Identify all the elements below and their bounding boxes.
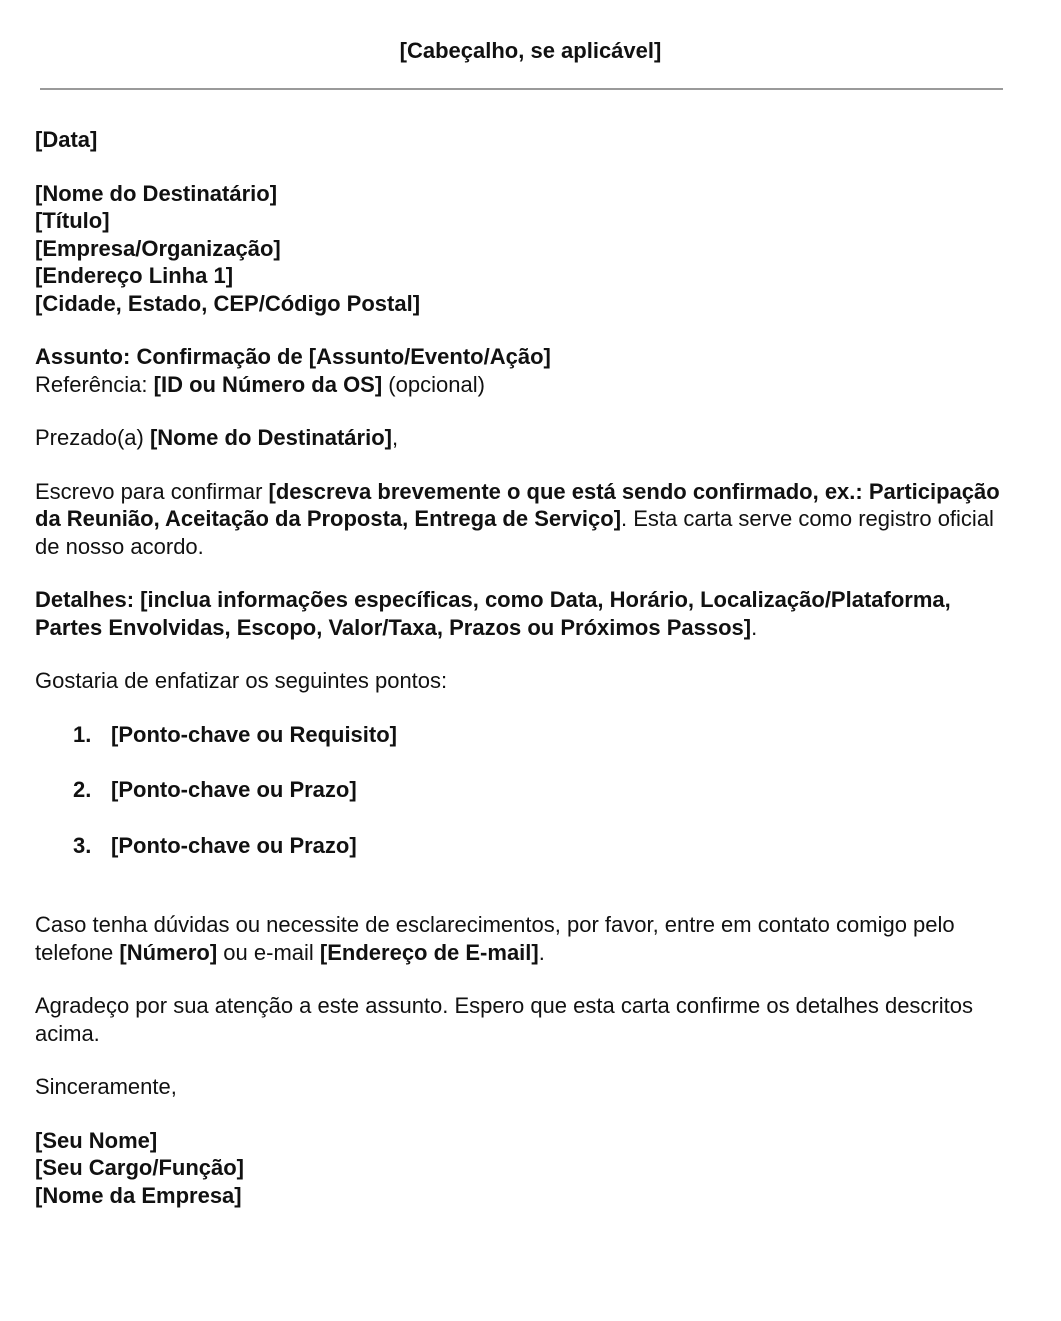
details-suffix: . (751, 614, 758, 640)
contact-phone: [Número] (119, 939, 218, 965)
recipient-city-line: [Cidade, Estado, CEP/Código Postal] (35, 290, 421, 316)
signature-block (35, 1127, 1010, 1210)
signature-role: [Seu Cargo/Função] (35, 1155, 245, 1180)
date-block (35, 126, 1010, 154)
details-paragraph (35, 586, 1010, 641)
confirmation-suffix: . Esta carta serve como registro oficial de nosso acordo. (35, 506, 994, 559)
salutation-suffix: , (391, 425, 399, 450)
reference-line (35, 371, 1010, 399)
signature-name: [Seu Nome] (35, 1127, 158, 1153)
list-item (35, 832, 1010, 860)
details-placeholder: Detalhes: [inclua informações específicas, como Data, Horário, Localização/Plataforma, Partes Envolvidas, Escopo, Valor/Taxa, Prazos ou Próximos Passos] (35, 587, 951, 640)
list-item-number: 1. (73, 721, 92, 747)
reference-suffix: (opcional) (382, 371, 485, 397)
header-divider (40, 88, 1003, 90)
salutation-name: [Nome do Destinatário] (149, 425, 392, 450)
confirmation-placeholder: [descreva brevemente o que está sendo confirmado, ex.: Participação da Reunião, Aceitação da Proposta, Entrega de Serviço] (35, 478, 1000, 531)
recipient-name: [Nome do Destinatário] (35, 180, 278, 206)
subject-line: Assunto: Confirmação de [Assunto/Evento/Ação] (35, 344, 551, 369)
recipient-title: [Título] (35, 208, 110, 233)
contact-middle: ou e-mail (217, 939, 320, 965)
contact-email: [Endereço de E-mail] (319, 939, 539, 965)
list-item-text: [Ponto-chave ou Prazo] (111, 832, 357, 858)
signature-company: [Nome da Empresa] (35, 1182, 242, 1208)
letter-body (35, 126, 1010, 1235)
list-item (35, 721, 1010, 749)
subject-block (35, 343, 1010, 398)
reference-label: Referência: (35, 371, 154, 397)
recipient-company: [Empresa/Organização] (35, 235, 281, 261)
salutation-prefix: Prezado(a) (35, 425, 150, 450)
confirmation-prefix: Escrevo para confirmar (35, 478, 269, 504)
key-points-list (35, 721, 1010, 860)
list-item-number: 3. (73, 832, 92, 858)
thanks-paragraph: Agradeço por sua atenção a este assunto. Espero que esta carta confirme os detalhes descritos acima. (35, 993, 973, 1046)
contact-paragraph (35, 911, 1010, 966)
confirmation-paragraph (35, 478, 1010, 561)
emphasis-intro: Gostaria de enfatizar os seguintes pontos: (35, 668, 448, 693)
date: [Data] (35, 127, 98, 152)
list-item-text: [Ponto-chave ou Prazo] (111, 777, 357, 802)
recipient-block (35, 180, 1010, 318)
recipient-address: [Endereço Linha 1] (35, 263, 234, 288)
list-item (35, 776, 1010, 804)
salutation (35, 424, 1010, 452)
contact-prefix: Caso tenha dúvidas ou necessite de esclarecimentos, por favor, entre em contato comigo pelo telefone (35, 912, 955, 965)
reference-value: [ID ou Número da OS] (153, 371, 383, 397)
list-item-number: 2. (73, 777, 92, 802)
contact-suffix: . (538, 939, 545, 965)
list-item-text: [Ponto-chave ou Requisito] (111, 721, 397, 747)
letter-header: [Cabeçalho, se aplicável] (399, 38, 662, 63)
closing: Sinceramente, (35, 1074, 177, 1099)
